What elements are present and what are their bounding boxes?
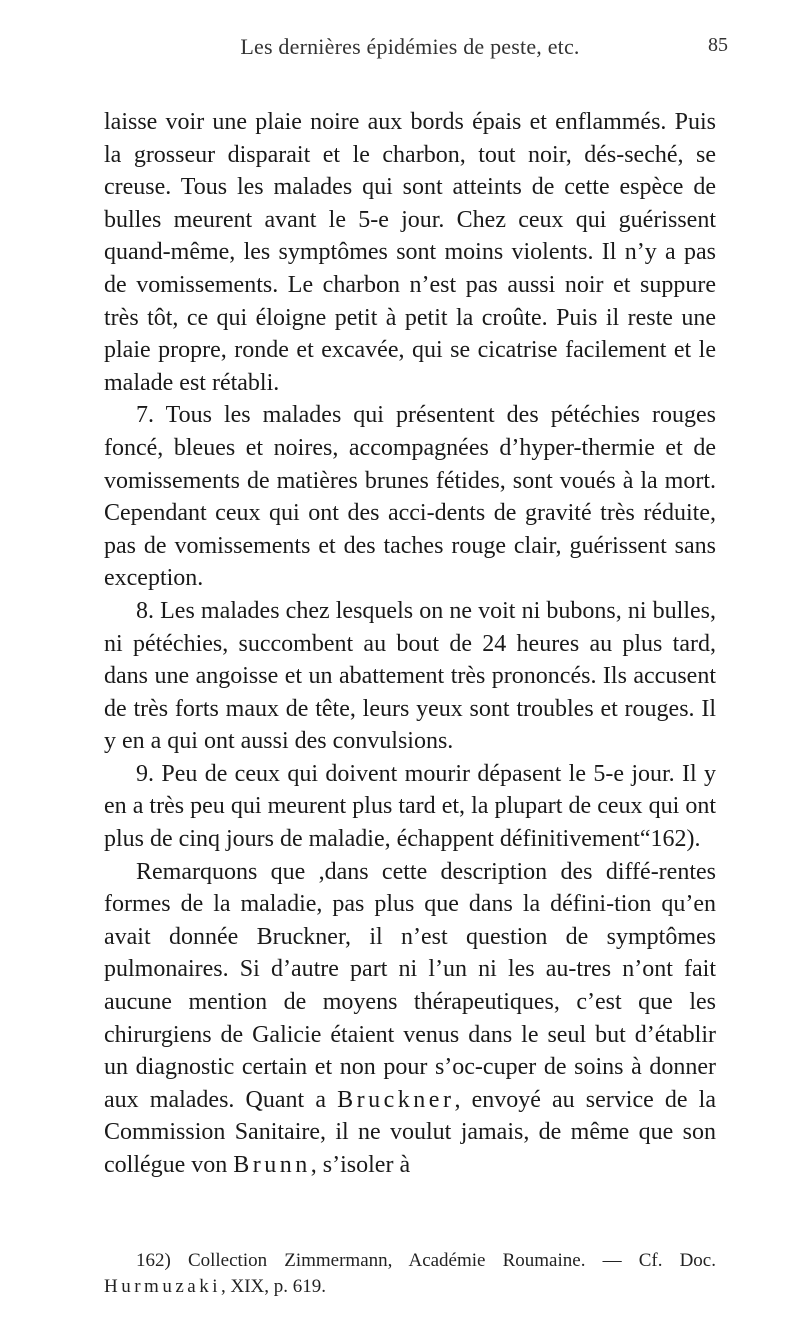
paragraph-remarks-start: Remarquons que ,dans cette description des diffé-rentes formes de la maladie, pas plus que dans la défini-tion qu’en avait donnée Bruckner, il n’est question de symptômes pulmonaires. Si d’autre part ni l’un ni les au-tres n’ont fait aucune mention de moyens thérapeutiques, c’est que les chirurgiens de Galicie étaient venus dans le seul but d’établir un diagnostic certain et non pour s’oc-cuper de soins à donner aux malades. Quant a bbox=[104, 858, 716, 1113]
paragraph-remarks-end: , s’isoler à bbox=[310, 1152, 411, 1178]
paragraph-item-7: 7. Tous les malades qui présentent des pétéchies rouges foncé, bleues et noires, accompagnées d’hyper-thermie et de vomissements de matières brunes fétides, sont voués à la mort. Cependant ceux qui ont des acci-dents de gravité très réduite, pas de vomissements et des taches rouge clair, guérissent sans exception. bbox=[104, 402, 716, 592]
footnote-mark: 162) bbox=[136, 1250, 171, 1271]
paragraph-item-8: 8. Les malades chez lesquels on ne voit ni bubons, ni bulles, ni pétéchies, succombent au bout de 24 heures au plus tard, dans une angoisse et un abattement très prononcés. Ils accusent de très forts maux de tête, leurs yeux sont troubles et rouges. Il y en a qui ont aussi des convulsions. bbox=[104, 597, 716, 755]
footnote bbox=[104, 1248, 716, 1300]
paragraph-remarks-mid: , envoyé au service de la Commission Sanitaire, il ne voulut jamais, de même que son collégue von bbox=[104, 1086, 717, 1178]
running-head bbox=[100, 34, 728, 64]
running-title: Les dernières épidémies de peste, etc. bbox=[240, 34, 580, 59]
name-brunn: Brunn bbox=[233, 1152, 311, 1178]
page-number: 85 bbox=[708, 34, 728, 56]
paragraph-remarks bbox=[104, 856, 716, 1182]
footnote-name: Hurmuzaki bbox=[104, 1276, 221, 1297]
footnote-text: Collection Zimmermann, Académie Roumaine. — Cf. Doc. bbox=[187, 1250, 716, 1271]
paragraph-continuation: laisse voir une plaie noire aux bords épais et enflammés. Puis la grosseur disparait et le charbon, tout noir, dés-seché, se creuse. Tous les malades qui sont atteints de cette espèce de bulles meurent avant le 5-e jour. Chez ceux qui guérissent quand-même, les symptômes sont moins violents. Il n’y a pas de vomissements. Le charbon n’est pas aussi noir et suppure très tôt, ce qui éloigne petit à petit la croûte. Puis il reste une plaie propre, ronde et excavée, qui se cicatrise facilement et le malade est rétabli. bbox=[104, 109, 716, 396]
body-text bbox=[104, 106, 716, 1182]
name-bruckner: Bruckner bbox=[337, 1086, 455, 1113]
footnote-ref: , XIX, p. 619. bbox=[220, 1276, 327, 1297]
paragraph-item-9: 9. Peu de ceux qui doivent mourir dépasent le 5-e jour. Il y en a très peu qui meurent plus tard et, la plupart de ceux qui ont plus de cinq jours de maladie, échappent définitivement“162). bbox=[104, 760, 716, 853]
